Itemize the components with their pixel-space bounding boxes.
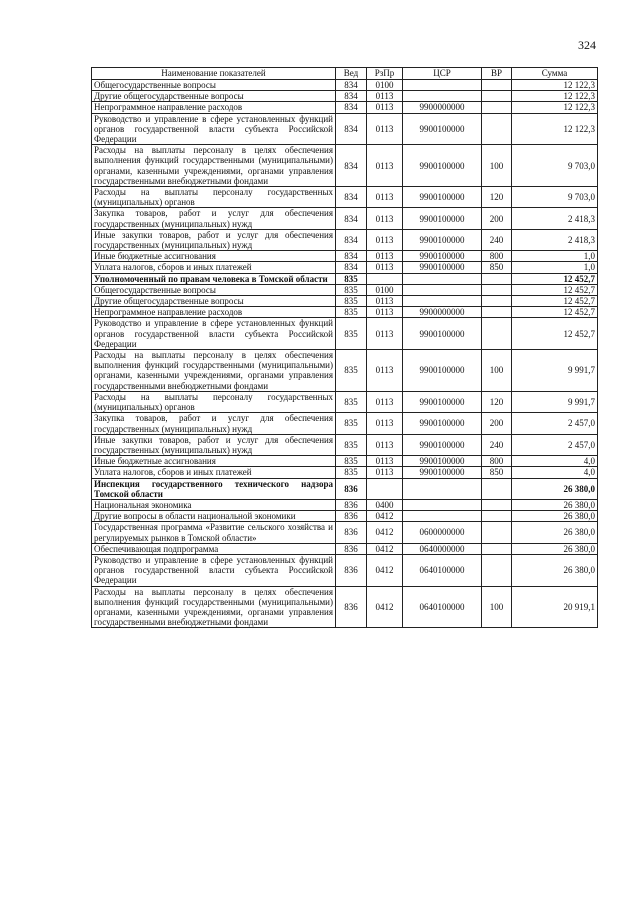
row-vr-cell: 100 [482,145,512,187]
column-header-ved: Вед [336,68,367,80]
row-sum-cell: 12 122,3 [512,80,598,91]
row-sum-cell: 9 703,0 [512,145,598,187]
row-name-cell: Расходы на выплаты персоналу в целях обеспечения выполнения функций государственными (муниципальными) органами, казенными учреждениями, органами управления государственными внебюджетными фондами [92,145,336,187]
table-row [92,511,598,522]
row-sum-cell: 9 703,0 [512,187,598,208]
row-csr-cell: 9900100000 [403,318,482,350]
row-rzpr-cell: 0412 [367,586,403,628]
row-ved-cell: 835 [336,350,367,392]
row-rzpr-cell: 0412 [367,554,403,586]
row-vr-cell [482,511,512,522]
row-csr-cell: 0640000000 [403,543,482,554]
row-csr-cell [403,511,482,522]
row-csr-cell: 9900100000 [403,434,482,455]
table-row [92,296,598,307]
row-csr-cell [403,91,482,102]
table-row [92,318,598,350]
row-csr-cell [403,284,482,295]
row-rzpr-cell [367,273,403,284]
row-ved-cell: 836 [336,478,367,499]
table-body [92,80,598,628]
row-csr-cell [403,296,482,307]
row-vr-cell: 200 [482,413,512,434]
row-rzpr-cell: 0113 [367,318,403,350]
column-header-rzpr: РзПр [367,68,403,80]
table-row [92,543,598,554]
table-row [92,113,598,145]
row-vr-cell [482,554,512,586]
row-rzpr-cell: 0100 [367,80,403,91]
row-name-cell: Государственная программа «Развитие сельского хозяйства и регулируемых рынков в Томской области» [92,522,336,543]
row-name-cell: Национальная экономика [92,499,336,510]
row-csr-cell [403,80,482,91]
row-vr-cell [482,543,512,554]
row-vr-cell [482,91,512,102]
table-row [92,350,598,392]
column-header-csr: ЦСР [403,68,482,80]
row-rzpr-cell: 0113 [367,307,403,318]
row-sum-cell: 1,0 [512,262,598,273]
row-sum-cell: 20 919,1 [512,586,598,628]
table-row [92,262,598,273]
row-ved-cell: 834 [336,80,367,91]
budget-table [91,67,598,628]
table-row [92,434,598,455]
row-rzpr-cell: 0113 [367,262,403,273]
row-name-cell: Руководство и управление в сфере установленных функций органов государственной власти субъекта Российской Федерации [92,554,336,586]
row-sum-cell: 2 418,3 [512,229,598,250]
row-vr-cell: 240 [482,434,512,455]
row-name-cell: Общегосударственные вопросы [92,80,336,91]
row-name-cell: Непрограммное направление расходов [92,102,336,113]
table-row [92,522,598,543]
row-vr-cell [482,307,512,318]
row-ved-cell: 835 [336,273,367,284]
row-vr-cell [482,273,512,284]
table-row [92,80,598,91]
row-rzpr-cell: 0113 [367,187,403,208]
row-csr-cell [403,499,482,510]
table-row [92,456,598,467]
row-ved-cell: 834 [336,113,367,145]
row-ved-cell: 834 [336,208,367,229]
row-rzpr-cell: 0400 [367,499,403,510]
row-sum-cell: 2 457,0 [512,413,598,434]
row-csr-cell: 0640100000 [403,554,482,586]
row-ved-cell: 836 [336,554,367,586]
row-name-cell: Уплата налогов, сборов и иных платежей [92,262,336,273]
row-name-cell: Расходы на выплаты персоналу государственных (муниципальных) органов [92,187,336,208]
row-vr-cell [482,318,512,350]
row-csr-cell: 9900100000 [403,208,482,229]
row-rzpr-cell: 0113 [367,102,403,113]
row-sum-cell: 26 380,0 [512,499,598,510]
row-sum-cell: 26 380,0 [512,478,598,499]
row-vr-cell [482,284,512,295]
row-rzpr-cell: 0113 [367,467,403,478]
table-row [92,586,598,628]
row-sum-cell: 9 991,7 [512,350,598,392]
row-ved-cell: 835 [336,318,367,350]
row-csr-cell: 9900100000 [403,391,482,412]
row-ved-cell: 834 [336,229,367,250]
row-csr-cell: 9900000000 [403,102,482,113]
row-sum-cell: 26 380,0 [512,522,598,543]
row-name-cell: Общегосударственные вопросы [92,284,336,295]
row-name-cell: Другие общегосударственные вопросы [92,296,336,307]
row-sum-cell: 12 452,7 [512,273,598,284]
row-sum-cell: 26 380,0 [512,554,598,586]
row-vr-cell: 120 [482,391,512,412]
table-row [92,284,598,295]
row-rzpr-cell: 0113 [367,113,403,145]
row-name-cell: Иные закупки товаров, работ и услуг для обеспечения государственных (муниципальных) нужд [92,229,336,250]
row-ved-cell: 836 [336,543,367,554]
row-vr-cell: 240 [482,229,512,250]
row-vr-cell [482,478,512,499]
row-rzpr-cell: 0113 [367,208,403,229]
table-row [92,478,598,499]
row-ved-cell: 834 [336,145,367,187]
row-ved-cell: 835 [336,434,367,455]
row-csr-cell [403,273,482,284]
row-csr-cell: 9900100000 [403,113,482,145]
row-name-cell: Закупка товаров, работ и услуг для обеспечения государственных (муниципальных) нужд [92,208,336,229]
row-ved-cell: 834 [336,102,367,113]
row-csr-cell: 9900100000 [403,350,482,392]
row-ved-cell: 834 [336,91,367,102]
row-name-cell: Другие общегосударственные вопросы [92,91,336,102]
row-sum-cell: 2 457,0 [512,434,598,455]
row-rzpr-cell: 0412 [367,522,403,543]
row-sum-cell: 12 452,7 [512,284,598,295]
row-name-cell: Иные бюджетные ассигнования [92,456,336,467]
row-csr-cell: 9900100000 [403,262,482,273]
row-vr-cell: 850 [482,467,512,478]
row-csr-cell: 9900100000 [403,145,482,187]
table-row [92,391,598,412]
row-ved-cell: 835 [336,467,367,478]
row-ved-cell: 835 [336,296,367,307]
table-row [92,229,598,250]
table-row [92,145,598,187]
row-ved-cell: 835 [336,307,367,318]
row-name-cell: Иные бюджетные ассигнования [92,251,336,262]
row-sum-cell: 12 452,7 [512,307,598,318]
row-vr-cell: 800 [482,251,512,262]
row-csr-cell [403,478,482,499]
row-vr-cell [482,522,512,543]
row-vr-cell: 120 [482,187,512,208]
row-rzpr-cell: 0113 [367,434,403,455]
row-csr-cell: 9900100000 [403,187,482,208]
table-row [92,413,598,434]
row-vr-cell: 200 [482,208,512,229]
row-sum-cell: 1,0 [512,251,598,262]
row-csr-cell: 9900000000 [403,307,482,318]
row-ved-cell: 836 [336,586,367,628]
column-header-sum: Сумма [512,68,598,80]
row-ved-cell: 835 [336,391,367,412]
row-sum-cell: 12 122,3 [512,102,598,113]
row-csr-cell: 9900100000 [403,229,482,250]
row-vr-cell [482,113,512,145]
table-row [92,499,598,510]
row-sum-cell: 4,0 [512,456,598,467]
row-csr-cell: 9900100000 [403,251,482,262]
row-sum-cell: 26 380,0 [512,511,598,522]
row-vr-cell: 100 [482,586,512,628]
table-row [92,187,598,208]
table-row [92,467,598,478]
row-ved-cell: 835 [336,456,367,467]
row-name-cell: Уплата налогов, сборов и иных платежей [92,467,336,478]
row-csr-cell: 0600000000 [403,522,482,543]
row-sum-cell: 4,0 [512,467,598,478]
row-rzpr-cell [367,478,403,499]
table-row [92,307,598,318]
row-ved-cell: 834 [336,262,367,273]
row-vr-cell [482,80,512,91]
row-ved-cell: 835 [336,284,367,295]
row-rzpr-cell: 0113 [367,413,403,434]
row-name-cell: Непрограммное направление расходов [92,307,336,318]
row-rzpr-cell: 0113 [367,350,403,392]
page-number: 324 [578,38,596,52]
table-row [92,273,598,284]
row-name-cell: Инспекция государственного технического надзора Томской области [92,478,336,499]
row-rzpr-cell: 0113 [367,251,403,262]
table-row [92,102,598,113]
row-csr-cell: 9900100000 [403,413,482,434]
row-sum-cell: 12 452,7 [512,318,598,350]
row-rzpr-cell: 0113 [367,229,403,250]
row-ved-cell: 836 [336,499,367,510]
row-ved-cell: 836 [336,522,367,543]
table-header-row [92,68,598,80]
row-name-cell: Руководство и управление в сфере установленных функций органов государственной власти субъекта Российской Федерации [92,318,336,350]
row-rzpr-cell: 0113 [367,296,403,307]
row-sum-cell: 2 418,3 [512,208,598,229]
table-row [92,208,598,229]
row-rzpr-cell: 0113 [367,145,403,187]
row-ved-cell: 834 [336,187,367,208]
column-header-name: Наименование показателей [92,68,336,80]
row-vr-cell: 800 [482,456,512,467]
row-vr-cell: 850 [482,262,512,273]
row-name-cell: Уполномоченный по правам человека в Томской области [92,273,336,284]
row-name-cell: Другие вопросы в области национальной экономики [92,511,336,522]
row-name-cell: Расходы на выплаты персоналу в целях обеспечения выполнения функций государственными (муниципальными) органами, казенными учреждениями, органами управления государственными внебюджетными фондами [92,586,336,628]
row-rzpr-cell: 0100 [367,284,403,295]
row-sum-cell: 12 452,7 [512,296,598,307]
row-ved-cell: 836 [336,511,367,522]
row-name-cell: Закупка товаров, работ и услуг для обеспечения государственных (муниципальных) нужд [92,413,336,434]
row-name-cell: Руководство и управление в сфере установленных функций органов государственной власти субъекта Российской Федерации [92,113,336,145]
row-vr-cell: 100 [482,350,512,392]
row-csr-cell: 0640100000 [403,586,482,628]
row-rzpr-cell: 0113 [367,456,403,467]
row-vr-cell [482,499,512,510]
table-row [92,91,598,102]
row-vr-cell [482,296,512,307]
row-rzpr-cell: 0113 [367,391,403,412]
row-name-cell: Расходы на выплаты персоналу государственных (муниципальных) органов [92,391,336,412]
row-sum-cell: 12 122,3 [512,91,598,102]
table-row [92,554,598,586]
row-rzpr-cell: 0412 [367,511,403,522]
row-name-cell: Обеспечивающая подпрограмма [92,543,336,554]
row-vr-cell [482,102,512,113]
row-ved-cell: 834 [336,251,367,262]
row-csr-cell: 9900100000 [403,467,482,478]
row-ved-cell: 835 [336,413,367,434]
row-rzpr-cell: 0412 [367,543,403,554]
row-name-cell: Иные закупки товаров, работ и услуг для обеспечения государственных (муниципальных) нужд [92,434,336,455]
row-sum-cell: 9 991,7 [512,391,598,412]
column-header-vr: ВР [482,68,512,80]
row-name-cell: Расходы на выплаты персоналу в целях обеспечения выполнения функций государственными (муниципальными) органами, казенными учреждениями, органами управления государственными внебюджетными фондами [92,350,336,392]
row-sum-cell: 26 380,0 [512,543,598,554]
row-rzpr-cell: 0113 [367,91,403,102]
table-row [92,251,598,262]
row-csr-cell: 9900100000 [403,456,482,467]
row-sum-cell: 12 122,3 [512,113,598,145]
